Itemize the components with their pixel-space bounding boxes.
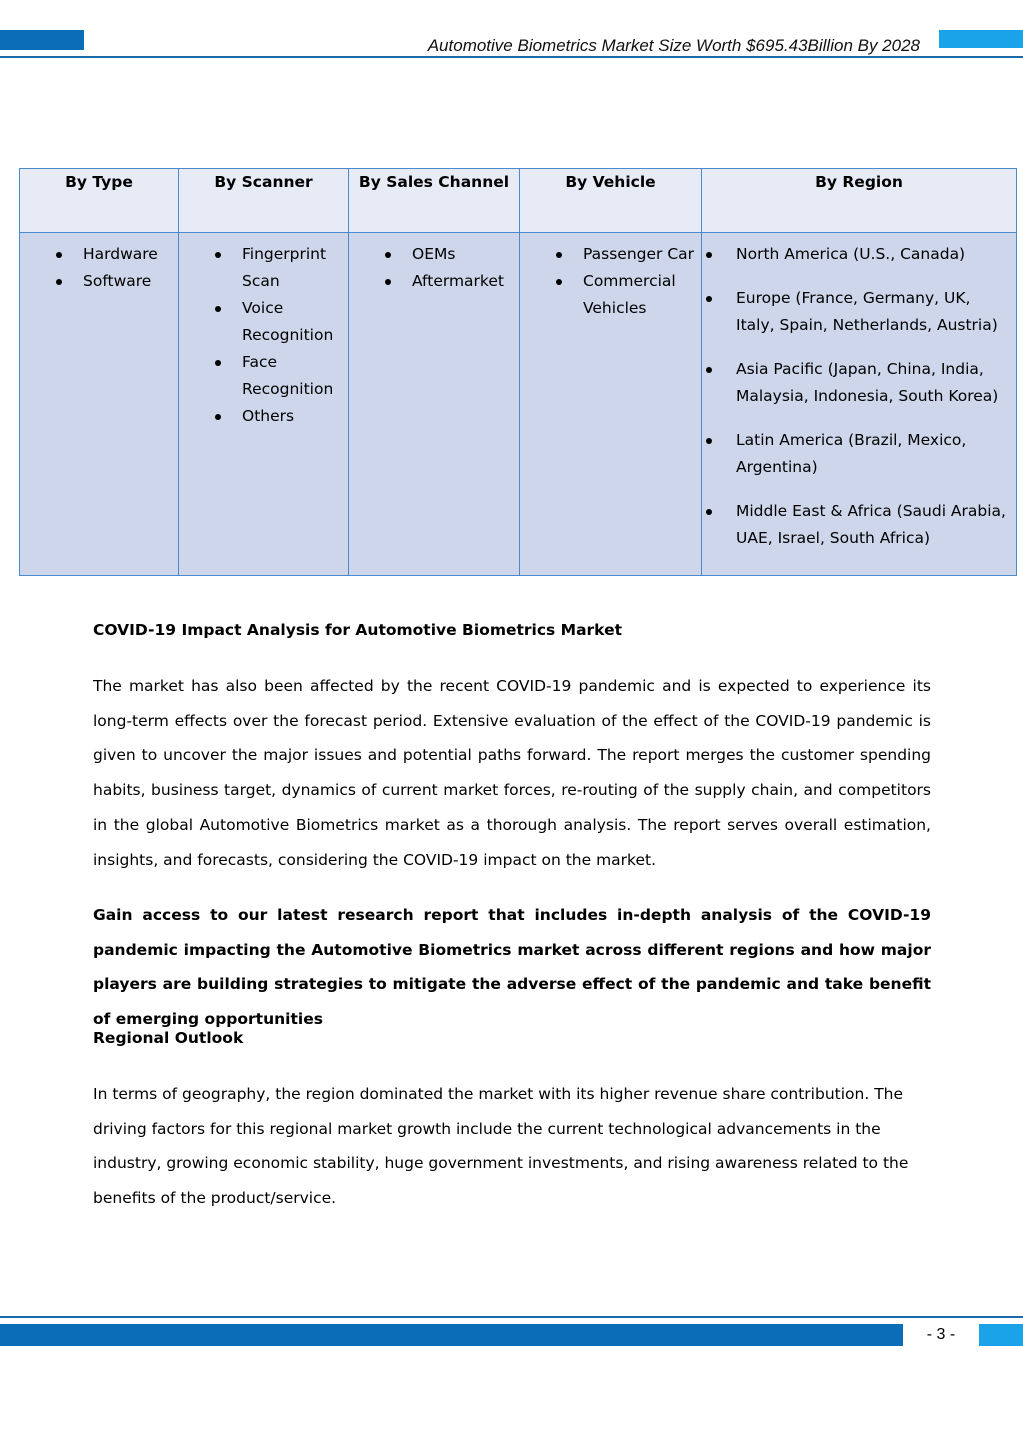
regional-paragraph: In terms of geography, the region dominated the market with its higher revenue share contribution. The driving factors for this regional market growth include the current technological advancements in the industry, growing economic stability, huge government investments, and rising awareness related to the benefits of the product/service. [93,1085,909,1208]
list-item: Hardware [20,241,178,268]
header-accent-right [939,30,1023,48]
list-item: Aftermarket [349,268,519,295]
list-item: Europe (France, Germany, UK, Italy, Spain, Netherlands, Austria) [702,285,1016,339]
header-by-sales-channel: By Sales Channel [349,169,520,233]
sales-channel-cell [349,233,520,576]
segmentation-table [19,168,1017,576]
header-rule [0,56,1023,58]
header-accent-left [0,30,84,50]
header-by-region: By Region [702,169,1017,233]
list-item: Middle East & Africa (Saudi Arabia, UAE, Israel, South Africa) [702,498,1016,552]
header-by-vehicle: By Vehicle [520,169,702,233]
list-item: Commercial Vehicles [520,268,701,322]
list-item: Face Recognition [179,349,348,403]
list-item: Passenger Car [520,241,701,268]
list-item: OEMs [349,241,519,268]
list-item: North America (U.S., Canada) [702,241,1016,268]
header-by-scanner: By Scanner [179,169,349,233]
footer-bar [0,1324,903,1346]
list-item: Voice Recognition [179,295,348,349]
footer-rule [0,1316,1023,1318]
list-item: Fingerprint Scan [179,241,348,295]
vehicle-cell [520,233,702,576]
footer-accent-right [979,1324,1023,1346]
table-header-row [20,169,1017,233]
list-item: Others [179,403,348,430]
covid-section-title: COVID-19 Impact Analysis for Automotive Biometrics Market [93,621,622,639]
table-row [20,233,1017,576]
region-cell [702,233,1017,576]
type-cell [20,233,179,576]
header-by-type: By Type [20,169,179,233]
scanner-cell [179,233,349,576]
page-number: - 3 - [926,1326,956,1343]
covid-cta-paragraph: Gain access to our latest research report that includes in-depth analysis of the COVID-19 pandemic impacting the Automotive Biometrics market across different regions and how major players are building strategies to mitigate the adverse effect of the pandemic and take benefit of emerging opportunities [93,906,931,1029]
regional-section-title: Regional Outlook [93,1029,244,1047]
list-item: Latin America (Brazil, Mexico, Argentina) [702,427,1016,481]
covid-paragraph: The market has also been affected by the recent COVID-19 pandemic and is expected to experience its long-term effects over the forecast period. Extensive evaluation of the effect of the COVID-19 pandemic is given to uncover the major issues and potential paths forward. The report merges the customer spending habits, business target, dynamics of current market forces, re-routing of the supply chain, and competitors in the global Automotive Biometrics market as a thorough analysis. The report serves overall estimation, insights, and forecasts, considering the COVID-19 impact on the market. [93,677,931,869]
header-title: Automotive Biometrics Market Size Worth $695.43Billion By 2028 [427,36,920,55]
list-item: Software [20,268,178,295]
list-item: Asia Pacific (Japan, China, India, Malaysia, Indonesia, South Korea) [702,356,1016,410]
